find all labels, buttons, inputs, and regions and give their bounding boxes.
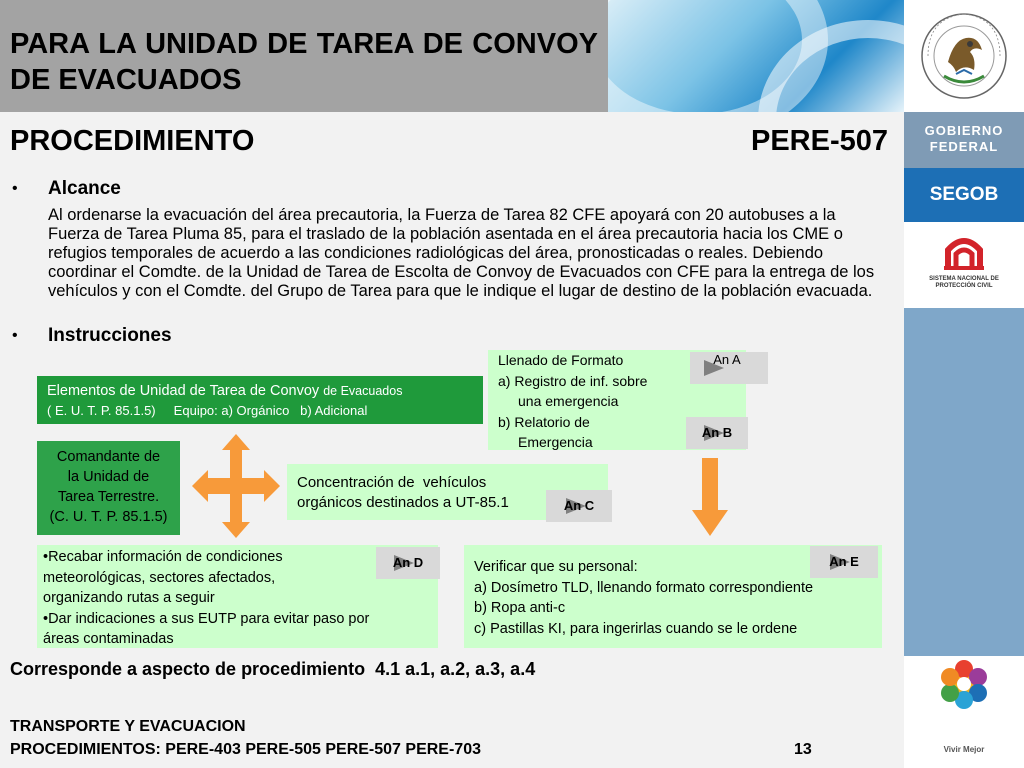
proteccion-civil-logo [904,222,1024,308]
annex-tag-a [690,352,768,384]
down-arrow-shaft [702,458,718,512]
commander-box [37,441,180,535]
annex-label: An D [392,555,424,570]
procedure-label: PROCEDIMIENTO [10,125,255,157]
sinaproc-line1: SISTEMA NACIONAL DE [929,276,999,282]
form-line: Emergencia [518,434,593,450]
commander-line: Tarea Terrestre. [57,489,160,505]
bullet-icon: • [12,327,18,344]
commander-line: (C. U. T. P. 85.1.5) [49,509,168,525]
scope-heading: Alcance [48,178,121,199]
form-line: una emergencia [518,393,619,409]
down-arrow-icon [692,510,728,536]
mexican-seal-logo [904,0,1024,112]
procedure-reference: Corresponde a aspecto de procedimiento 4.1 a.1, a.2, a.3, a.4 [10,659,536,679]
elements-box [37,376,483,424]
proteccion-civil-icon [904,222,1024,278]
form-line: a) Registro de inf. sobre [498,372,648,389]
elements-line2: ( E. U. T. P. 85.1.5) Equipo: a) Orgánico b) Adicional [47,403,368,418]
annex-tag-e [810,546,878,578]
segob-logo: SEGOB [904,168,1024,222]
info-line: áreas contaminadas [43,631,174,647]
commander-line: la Unidad de [67,469,150,485]
proteccion-civil-caption [910,276,1018,290]
annex-tag-b [686,417,748,449]
sidebar [904,0,1024,768]
verify-line: Verificar que su personal: [474,559,638,575]
info-line: organizando rutas a seguir [43,590,215,606]
form-line: Llenado de Formato [498,352,624,368]
annex-label: An A [713,352,741,367]
vivir-mejor-flower-icon [904,656,1024,736]
federal-label: FEDERAL [929,139,999,154]
decorative-blue-band [608,0,904,112]
gobierno-label: GOBIERNO [924,123,1004,138]
elements-line1-b: de Evacuados [323,384,403,398]
sinaproc-line2: PROTECCIÓN CIVIL [935,283,993,289]
annex-tag-c [546,490,612,522]
annex-label: An E [829,554,859,569]
concentration-line: orgánicos destinados a UT-85.1 [297,494,509,511]
page-title: PARA LA UNIDAD DE TAREA DE CONVOY DE EVACUADOS [10,28,598,96]
info-line: •Recabar información de condiciones [43,549,283,565]
elements-line1-a: Elementos de Unidad de Tarea de Convoy [47,383,324,399]
four-way-arrow-icon [192,434,280,538]
annex-label: An C [563,498,595,513]
concentration-line: Concentración de vehículos [297,474,487,491]
verify-line: a) Dosímetro TLD, llenando formato correspondiente [474,579,814,596]
procedure-code: PERE-507 [750,125,888,157]
gobierno-federal-logo [904,112,1024,168]
verify-line: b) Ropa anti-c [474,600,566,616]
vivir-mejor-label: Vivir Mejor [943,745,985,754]
title-band [0,0,608,112]
annex-tag-d [376,547,440,579]
bullet-icon: • [12,180,18,197]
info-line: •Dar indicaciones a sus EUTP para evitar paso por [43,610,370,627]
elements-line1 [47,381,483,401]
instructions-heading: Instrucciones [48,325,172,346]
footer-topic: TRANSPORTE Y EVACUACION [10,718,246,735]
info-line: meteorológicas, sectores afectados, [43,569,276,586]
eagle-seal-icon [904,0,1024,112]
annex-label: An B [701,425,733,440]
form-line: b) Relatorio de [498,413,590,430]
page-number: 13 [794,741,812,758]
verify-line: c) Pastillas KI, para ingerirlas cuando se le ordene [474,620,798,637]
commander-line: Comandante de [56,449,161,465]
scope-text: Al ordenarse la evacuación del área precautoria, la Fuerza de Tarea 82 CFE apoyará con 20 autobuses a la Fuerza de Tarea Pluma 85, para el traslado de la población asentada en el área precautoria hacia los CME o refugios temporales de acuerdo a las condiciones radiológicas del área, pronosticadas o reales. Debiendo coordinar el Comdte. de la Unidad de Tarea de Escolta de Convoy de Evacuados con CFE para la entrega de los vehículos y con el Comdte. del Grupo de Tarea para que le indique el lugar de destino de la población evacuada. [48,206,875,300]
footer-procedures: PROCEDIMIENTOS: PERE-403 PERE-505 PERE-507 PERE-703 [10,741,481,758]
